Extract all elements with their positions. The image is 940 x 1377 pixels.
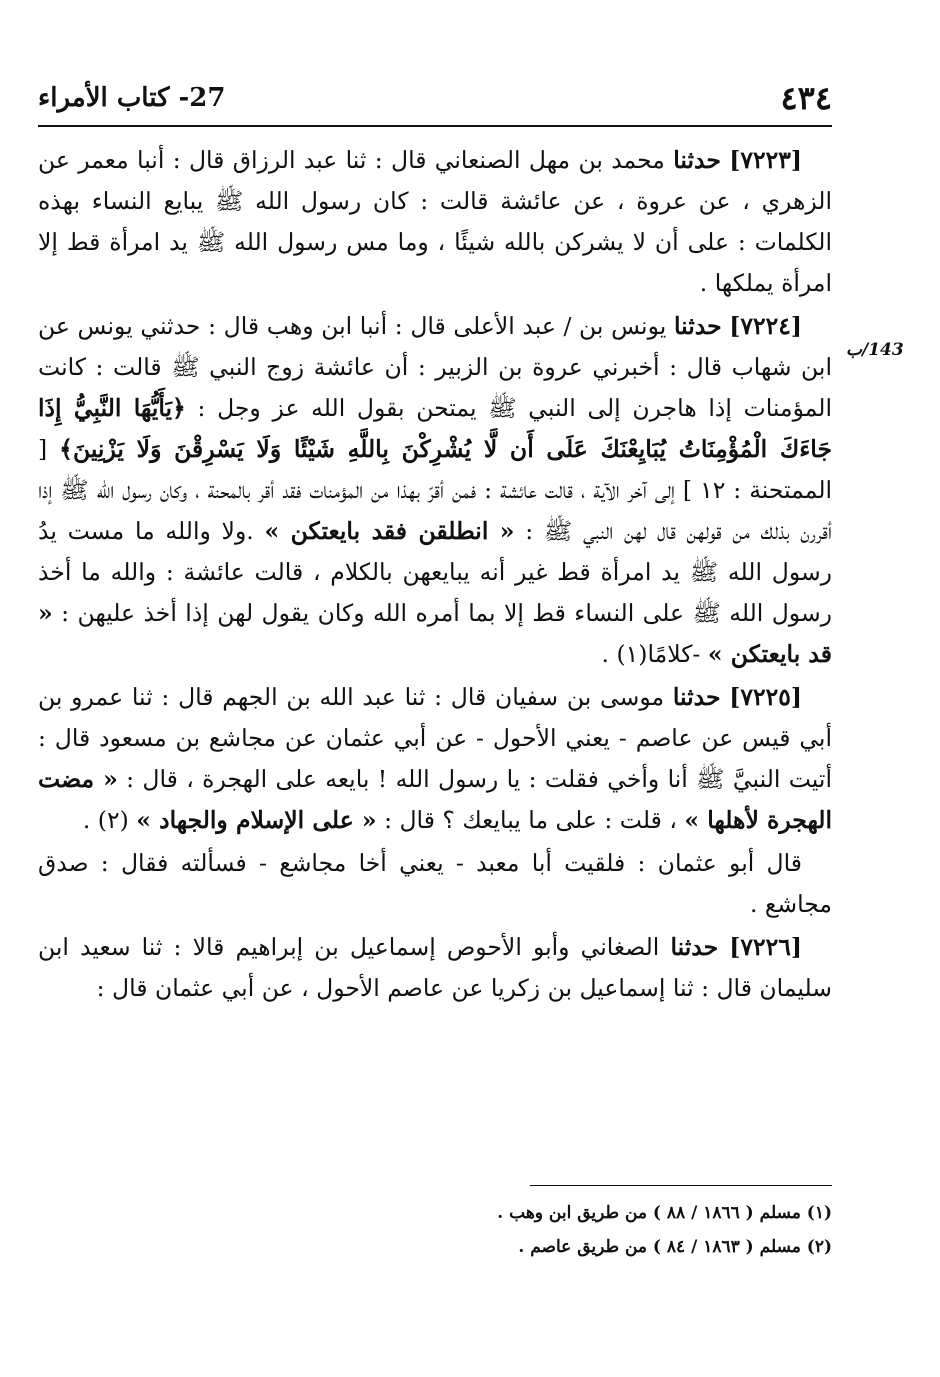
- hadith-7225: [38, 677, 832, 841]
- hadith-text: [ الممتحنة : ١٢ ] إلى آخر الآية ، قالت عائشة : فمن أقرّ بهذا من المؤمنات فقد أقر بالمحنة ، وكان رسول الله ﷺ إذا أقررن بذلك من قولهن قال لهن النبي ﷺ :: [38, 435, 833, 545]
- hadith-text: ، قلت : على ما يبايعك ؟ قال :: [384, 806, 677, 834]
- prophet-quote: « مضت الهجرة لأهلها »: [38, 765, 832, 834]
- hadith-text: -كلامًا(١) .: [601, 640, 701, 668]
- hadith-heading: حدثنا: [670, 933, 719, 961]
- hadith-heading: حدثنا: [673, 312, 722, 340]
- hadith-text: محمد بن مهل الصنعاني قال : ثنا عبد الرزاق قال : أنبا معمر عن الزهري ، عن عروة ، عن عائشة قالت : كان رسول الله ﷺ يبايع النساء بهذه الكلمات : على أن لا يشركن بالله شيئًا ، وما مس رسول الله ﷺ يد امرأة قط إلا امرأة يملكها .: [38, 146, 832, 297]
- page-header: [38, 78, 832, 118]
- main-text: [38, 140, 832, 1011]
- hadith-text: (٢) .: [82, 806, 129, 834]
- hadith-text: الصغاني وأبو الأحوص إسماعيل بن إبراهيم قالا : ثنا سعيد ابن سليمان قال : ثنا إسماعيل بن زكريا عن عاصم الأحول ، عن أبي عثمان قال :: [38, 933, 832, 1002]
- hadith-7224: [38, 306, 832, 675]
- manuscript-folio-note: 143/ب: [846, 340, 904, 360]
- hadith-text: يونس بن / عبد الأعلى قال : أنبا ابن وهب قال : حدثني يونس عن ابن شهاب قال : أخبرني عروة بن الزبير : أن عائشة زوج النبي ﷺ قالت : كانت المؤمنات إذا هاجرن إلى النبي ﷺ يمتحن بقول الله عز وجل :: [38, 312, 832, 422]
- footnote-1: (١) مسلم ( ١٨٦٦ / ٨٨ ) من طريق ابن وهب .: [497, 1203, 832, 1223]
- prophet-quote: « انطلقن فقد بايعتكن »: [264, 517, 515, 545]
- footnote-divider: [530, 1185, 832, 1186]
- quran-verse: ﴿يَأَيُّهَا النَّبِيُّ إِذَا جَاءَكَ الْمُؤْمِنَاتُ يُبَايِعْنَكَ عَلَى أَن لَّا يُشْرِكْنَ بِاللَّهِ شَيْئًا وَلَا يَسْرِقْنَ وَلَا يَزْنِينَ﴾: [38, 394, 832, 463]
- hadith-number: [٧٢٢٦]: [729, 933, 802, 961]
- hadith-7226: [38, 927, 832, 1009]
- page-number: ٤٣٤: [780, 79, 832, 117]
- prophet-quote: « قد بايعتكن »: [38, 599, 832, 668]
- header-divider: [38, 125, 832, 127]
- hadith-number: [٧٢٢٥]: [729, 683, 802, 711]
- hadith-text: موسى بن سفيان قال : ثنا عبد الله بن الجهم قال : ثنا عمرو بن أبي قيس عن عاصم - يعني الأحول - عن أبي عثمان عن مجاشع بن مسعود قال : أتيت النبيَّ ﷺ أنا وأخي فقلت : يا رسول الله ! بايعه على الهجرة ، قال :: [38, 683, 832, 793]
- footnotes: [38, 1196, 832, 1264]
- hadith-7223: [38, 140, 832, 304]
- hadith-text: .ولا والله ما مست يدُ رسول الله ﷺ يد امرأة قط غير أنه يبايعهن بالكلام ، قالت عائشة : والله ما أخذ رسول الله ﷺ على النساء قط إلا بما أمره الله وكان يقول لهن إذا أخذ عليهن :: [38, 517, 832, 627]
- hadith-number: [٧٢٢٣]: [729, 146, 802, 174]
- hadith-heading: حدثنا: [673, 146, 721, 174]
- hadith-number: [٧٢٢٤]: [729, 312, 802, 340]
- hadith-heading: حدثنا: [672, 683, 721, 711]
- narrator-comment: [38, 843, 832, 925]
- chapter-title: 27- كتاب الأمراء: [38, 83, 226, 113]
- hadith-text: قال أبو عثمان : فلقيت أبا معبد - يعني أخا مجاشع - فسألته فقال : صدق مجاشع .: [38, 849, 832, 918]
- prophet-quote: « على الإسلام والجهاد »: [136, 806, 377, 834]
- footnote-2: (٢) مسلم ( ١٨٦٣ / ٨٤ ) من طريق عاصم .: [518, 1237, 832, 1257]
